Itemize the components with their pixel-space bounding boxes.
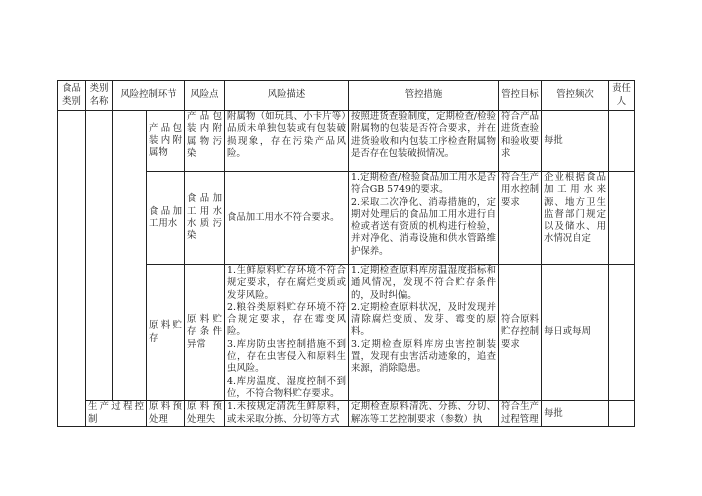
- control-goal-cell: 符合生产用水控制要求: [499, 172, 542, 265]
- header-risk-point: 风险点: [185, 81, 225, 111]
- risk-description-cell: [225, 265, 349, 401]
- header-control-measures: 管控措施: [349, 81, 499, 111]
- risk-point-cell: 产品包装内附属物污染: [185, 111, 225, 172]
- control-measures-line: 1.定期检查/检验食品加工用水是否符合GB 5749的要求。 2.采取二次净化、消毒措施的，定期对处理后的食品加工用水进行自检或者送有资质的机构进行检验，并对净化、消毒设施和供水管路维护保养。: [351, 172, 496, 257]
- sub-stage-cell: 产品包装内附属物: [147, 111, 185, 172]
- control-goal-cell: 符合原料贮存控制要求: [499, 265, 542, 401]
- risk-control-document: [57, 80, 635, 427]
- risk-control-table: [57, 80, 635, 427]
- table-row: [58, 111, 635, 172]
- risk-point-cell: 食品加工用水水质污染: [185, 172, 225, 265]
- risk-description-cell: 食品加工用水不符合要求。: [225, 172, 349, 265]
- food-category-cell: [58, 111, 86, 427]
- header-control-goal: 管控目标: [499, 81, 542, 111]
- risk-description-cell: 附属物（如玩具、小卡片等）品质未单独包装或有包装破损现象，存在污染产品风险。: [225, 111, 349, 172]
- category-name-cell: [86, 111, 113, 401]
- risk-description-cell: 1.未按规定清洗生鲜原料，或未采取分拣、分切等方式: [225, 401, 349, 427]
- control-measures-cell: 定期检查原料清洗、分拣、分切、解冻等工艺控制要求（参数）执: [349, 401, 499, 427]
- table-header-row: [58, 81, 635, 111]
- risk-point-cell: 原料贮存条件异常: [185, 265, 225, 401]
- risk-point-cell: 原料预处理失: [185, 401, 225, 427]
- sub-stage-cell: 食品加工用水: [147, 172, 185, 265]
- control-frequency-cell: 每批: [542, 401, 609, 427]
- header-category-name: 类别名称: [86, 81, 113, 111]
- header-risk-description: 风险描述: [225, 81, 349, 111]
- risk-description-line: 1.生鲜原料贮存环境不符合规定要求，存在腐烂变质或发芽风险。 2.粮谷类原料贮存环境不符合规定要求，存在霉变风险。 3.库房防虫害控制措施不到位，存在虫害侵入和原料生虫风险。 4.库房温度、湿度控制不到位，不符合物料贮存要求。: [227, 265, 346, 399]
- stage-cell: 生产过程控制: [86, 401, 147, 427]
- control-frequency-cell: 每批: [542, 111, 609, 172]
- control-goal-cell: 符合生产过程管理: [499, 401, 542, 427]
- sub-stage-cell: 原料预处理: [147, 401, 185, 427]
- control-measures-cell: [349, 172, 499, 265]
- control-frequency-cell: 企业根据食品加工用水来源、地方卫生监督部门规定以及储水、用水情况自定: [542, 172, 609, 265]
- table-row: [58, 401, 635, 427]
- header-responsible: 责任人: [609, 81, 635, 111]
- header-food-category: 食品类别: [58, 81, 86, 111]
- sub-stage-cell: 原料贮存: [147, 265, 185, 401]
- control-measures-cell: 按照进货查验制度，定期检查/检验附属物的包装是否符合要求，并在进货验收和内包装工序检查附属物是否存在包装破损情况。: [349, 111, 499, 172]
- control-measures-line: 1.定期检查原料库房温湿度指标和通风情况，发现不符合贮存条件的，及时纠偏。 2.定期检查原料状况，及时发现并清除腐烂变质、发芽、霉变的原料。 3.定期检查原料库房虫害控制装置，发现有虫害活动迹象的，追查来源，消除隐患。: [351, 265, 496, 375]
- header-risk-stage: 风险控制环节: [113, 81, 185, 111]
- responsible-cell: [609, 265, 635, 401]
- control-goal-cell: 符合产品进货查验和验收要求: [499, 111, 542, 172]
- control-frequency-cell: 每日或每周: [542, 265, 609, 401]
- responsible-cell: [609, 172, 635, 265]
- responsible-cell: [609, 401, 635, 427]
- stage-cell: [113, 111, 147, 401]
- header-control-frequency: 管控频次: [542, 81, 609, 111]
- responsible-cell: [609, 111, 635, 172]
- control-measures-cell: [349, 265, 499, 401]
